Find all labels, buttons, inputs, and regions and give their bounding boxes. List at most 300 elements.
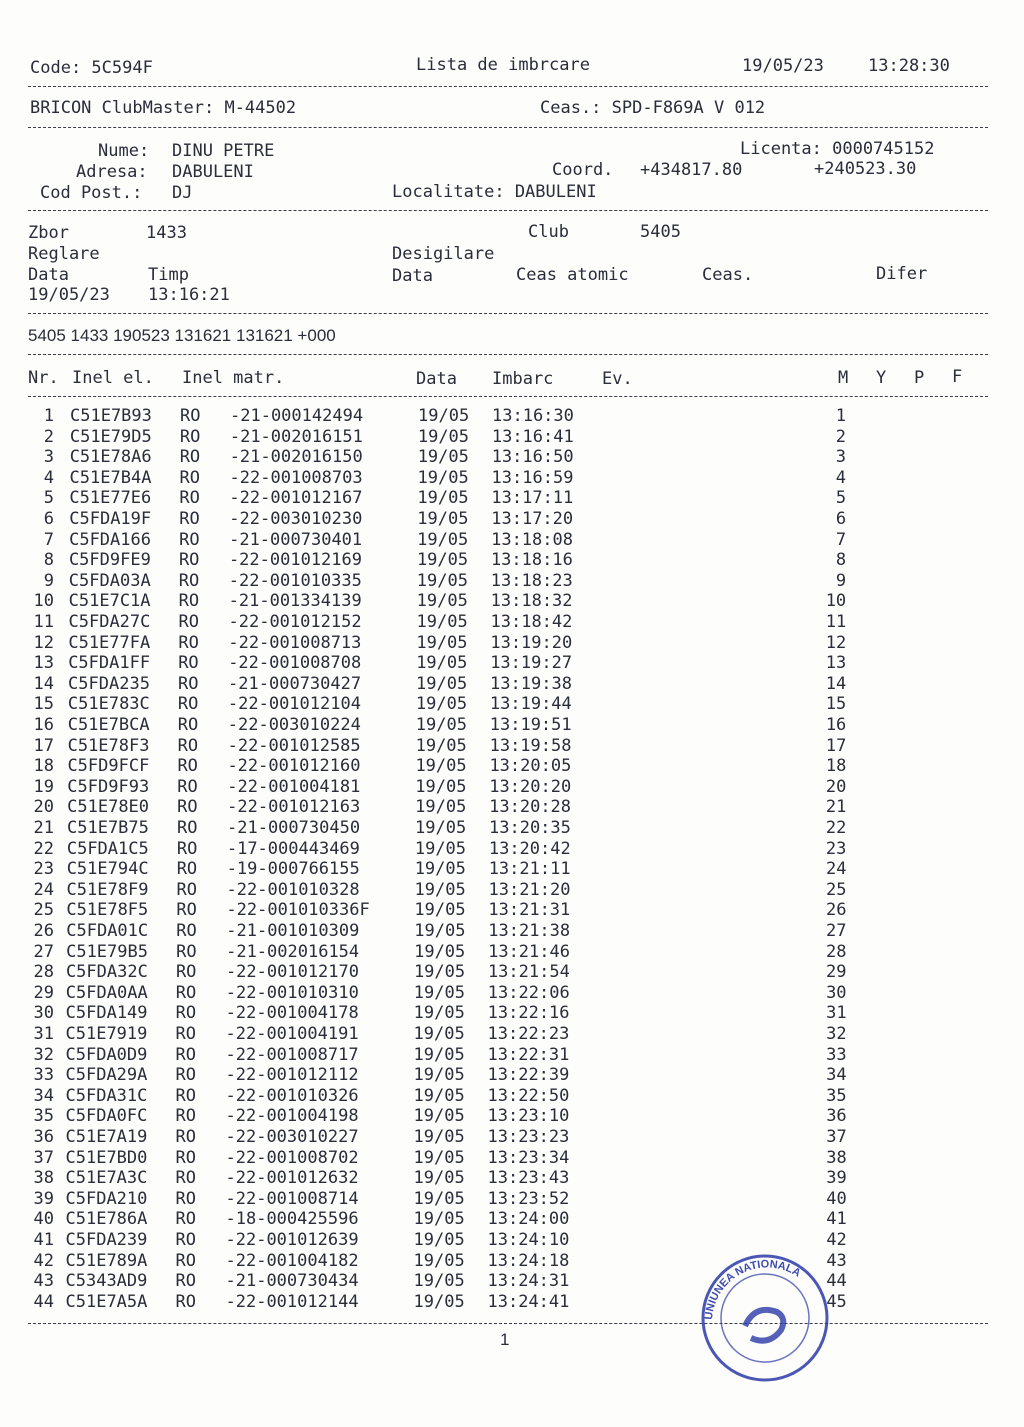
electronic-ring: C51E78A6 [69,447,152,468]
row-number: 43 [33,1271,54,1292]
mark-m: 31 [826,1003,847,1024]
mark-m: 14 [825,673,847,694]
setting-date: 19/05/23 [28,285,110,305]
mark-m: 12 [825,632,847,653]
row-number: 17 [33,735,54,756]
table-row [0,1148,900,1168]
country-code: RO [175,1188,196,1209]
country-code: RO [179,509,200,529]
country-code: RO [176,941,197,962]
club-number: 5405 [640,222,681,242]
ring-registration: -22-001008717 [225,1044,359,1065]
ring-registration: -21-002016151 [229,426,363,447]
boarding-time: 13:19:20 [490,632,573,653]
table-row [0,1024,900,1044]
ring-registration: -22-001008702 [225,1147,359,1168]
table-row [0,1168,900,1188]
table-row [0,468,900,488]
mark-m: 16 [825,715,847,735]
boarding-time: 13:22:50 [487,1085,570,1106]
table-row [0,1106,900,1126]
ring-registration: -22-001004181 [227,776,361,797]
ring-registration: -22-001010335 [228,570,362,591]
boarding-date: 19/05 [417,529,469,550]
summary-code-line: 5405 1433 190523 131621 131621 +000 [28,326,336,345]
electronic-ring: C51E786A [65,1209,148,1230]
electronic-ring: C51E7BCA [67,715,150,735]
table-row [0,900,900,920]
row-number: 44 [33,1291,54,1312]
ring-registration: -22-001012632 [225,1168,359,1189]
table-row [0,818,900,838]
country-code: RO [175,1271,196,1292]
country-code: RO [177,776,198,797]
boarding-time: 13:23:43 [487,1168,570,1189]
boarding-date: 19/05 [413,1250,465,1271]
country-code: RO [175,1209,196,1230]
boarding-date: 19/05 [413,1209,465,1230]
electronic-ring: C51E794C [66,859,149,880]
name-label: Nume: [98,141,150,161]
ring-registration: -19-000766155 [226,859,360,880]
country-code: RO [176,900,197,921]
electronic-ring: C51E78E0 [67,797,150,818]
country-code: RO [175,1044,196,1065]
table-row [0,859,900,879]
col-header-p: P [914,368,925,388]
mark-m: 36 [826,1106,847,1127]
mark-m: 26 [825,900,847,921]
table-row [0,488,900,508]
ring-registration: -22-001008708 [228,653,362,674]
boarding-time: 13:22:23 [487,1024,570,1044]
setting-label: Reglare [28,244,100,264]
boarding-date: 19/05 [416,570,468,591]
country-code: RO [178,632,199,653]
electronic-ring: C5FDA0FC [65,1106,148,1127]
boarding-time: 13:16:30 [492,406,574,426]
setting-time: 13:16:21 [148,285,230,305]
electronic-ring: C51E7A19 [65,1127,148,1147]
electronic-ring: C51E7A5A [65,1291,148,1312]
row-number: 36 [33,1127,54,1147]
mark-m: 45 [826,1291,847,1312]
boarding-time: 13:19:38 [490,673,572,694]
ring-registration: -22-001012170 [225,962,359,983]
code-label: Code: 5C594F [30,58,153,78]
ring-registration: -22-001012104 [227,694,361,715]
boarding-date: 19/05 [415,715,467,735]
electronic-ring: C5FDA210 [65,1188,148,1209]
atomic-clock-label: Ceas atomic [516,265,629,285]
ring-registration: -22-001012639 [225,1230,359,1250]
mark-m: 33 [826,1044,847,1065]
boarding-date: 19/05 [415,694,468,715]
mark-m: 40 [826,1188,847,1209]
boarding-date: 19/05 [417,447,469,468]
row-number: 19 [33,776,54,797]
boarding-date: 19/05 [413,1147,465,1168]
boarding-date: 19/05 [414,941,466,962]
country-code: RO [177,756,198,777]
row-number: 16 [33,715,54,735]
electronic-ring: C51E7919 [65,1024,148,1044]
row-number: 15 [33,694,54,715]
country-code: RO [177,735,199,756]
ring-registration: -21-000730450 [227,818,361,838]
boarding-date: 19/05 [413,1044,465,1065]
country-code: RO [178,591,200,612]
ring-registration: -21-002016150 [229,447,363,468]
row-number: 2 [43,426,54,447]
owner-name: DINU PETRE [172,141,275,161]
electronic-ring: C5FDA1C5 [66,838,149,859]
boarding-date: 19/05 [417,509,469,529]
electronic-ring: C5FDA235 [68,673,150,694]
boarding-time: 13:23:34 [487,1147,570,1168]
table-row [0,447,900,467]
electronic-ring: C51E77FA [68,632,151,653]
table-row [0,612,900,632]
mark-m: 13 [825,653,847,674]
mark-m: 32 [826,1024,847,1044]
boarding-date: 19/05 [413,1024,465,1044]
electronic-ring: C5FDA03A [68,570,151,591]
club-stamp [690,1240,840,1390]
row-number: 28 [33,962,54,983]
clubmaster-id: BRICON ClubMaster: M-44502 [30,98,297,118]
electronic-ring: C5FD9FCF [67,756,150,777]
row-number: 6 [43,509,54,529]
table-row [0,921,900,941]
boarding-date: 19/05 [413,962,466,983]
row-number: 27 [33,941,54,962]
print-date: 19/05/23 [742,56,824,76]
mark-m: 23 [825,838,847,859]
mark-m: 38 [826,1147,847,1168]
boarding-date: 19/05 [416,653,468,674]
ring-registration: -18-000425596 [225,1209,359,1230]
country-code: RO [178,550,200,571]
boarding-date: 19/05 [413,1003,465,1024]
ring-registration: -22-001004178 [225,1003,359,1024]
boarding-date: 19/05 [416,612,468,632]
mark-m: 2 [835,426,847,447]
boarding-date: 19/05 [416,550,469,571]
mark-m: 1 [835,406,846,426]
mark-m: 30 [826,982,847,1003]
boarding-time: 13:16:59 [491,467,574,488]
row-number: 4 [43,467,54,488]
boarding-time: 13:22:06 [487,982,570,1003]
mark-m: 11 [825,612,847,632]
country-code: RO [179,447,201,468]
boarding-time: 13:21:11 [488,859,571,880]
boarding-date: 19/05 [413,1230,465,1250]
table-row [0,736,900,756]
boarding-date: 19/05 [416,591,468,612]
boarding-time: 13:24:18 [487,1250,570,1271]
boarding-date: 19/05 [413,1085,465,1106]
row-number: 41 [33,1230,54,1250]
boarding-time: 13:23:52 [487,1188,570,1209]
ring-registration: -22-001012160 [227,756,361,777]
electronic-ring: C5FD9FE9 [68,550,151,571]
ring-registration: -22-001004191 [225,1024,359,1044]
boarding-time: 13:18:16 [490,550,573,571]
boarding-time: 13:18:23 [490,570,573,591]
boarding-time: 13:20:42 [488,838,571,859]
country-code: RO [177,715,199,735]
row-number: 7 [43,529,54,550]
mark-m: 27 [826,921,847,941]
country-code: RO [175,962,197,983]
table-row [0,983,900,1003]
divider [28,396,988,397]
postcode: DJ [172,183,193,203]
col-header-nr: Nr. [28,368,59,388]
col-header-data: Data [416,369,457,389]
boarding-time: 13:21:54 [487,962,570,983]
ring-registration: -21-001010309 [226,921,360,941]
boarding-date: 19/05 [416,632,468,653]
ring-registration: -22-001008703 [229,467,363,488]
row-number: 25 [33,900,54,921]
table-row [0,674,900,694]
country-code: RO [179,529,200,550]
country-code: RO [176,838,198,859]
boarding-time: 13:21:38 [488,921,571,941]
ring-registration: -22-003010224 [227,715,361,735]
boarding-date: 19/05 [413,1065,465,1086]
mark-m: 35 [826,1085,847,1106]
country-code: RO [175,1147,196,1168]
date-label: Data [28,265,69,285]
table-row [0,550,900,570]
boarding-date: 19/05 [414,838,467,859]
flight-number: 1433 [146,223,187,243]
table-row [0,777,900,797]
flight-label: Zbor [28,223,69,243]
table-row [0,715,900,735]
boarding-date: 19/05 [416,673,468,694]
boarding-date: 19/05 [413,1271,465,1292]
ring-registration: -21-000730427 [228,673,362,694]
boarding-time: 13:20:05 [489,756,572,777]
row-number: 33 [33,1065,54,1086]
divider [28,354,988,355]
ring-registration: -22-001012169 [228,550,362,571]
boarding-time: 13:22:39 [487,1065,570,1086]
boarding-time: 13:20:35 [489,818,571,838]
ring-registration: -22-001004182 [225,1250,359,1271]
electronic-ring: C5FDA149 [65,1003,148,1024]
page-number: 1 [500,1330,510,1349]
row-number: 13 [33,653,54,674]
electronic-ring: C5FDA19F [69,509,152,529]
table-row [0,1189,900,1209]
mark-m: 4 [835,467,847,488]
boarding-time: 13:20:20 [489,776,572,797]
boarding-date: 19/05 [413,982,465,1003]
coord-longitude: +240523.30 [814,159,917,179]
boarding-date: 19/05 [413,1127,465,1147]
boarding-date: 19/05 [414,859,466,880]
electronic-ring: C51E7A3C [65,1168,148,1189]
boarding-date: 19/05 [415,776,467,797]
row-number: 29 [33,982,54,1003]
col-header-y: Y [876,368,887,388]
ring-registration: -22-001010310 [225,982,359,1003]
ring-registration: -22-001010336F [226,900,370,921]
ring-registration: -22-003010230 [229,509,363,529]
coord-label: Coord. [552,160,614,180]
boarding-time: 13:22:31 [487,1044,570,1065]
boarding-time: 13:18:32 [490,591,573,612]
row-number: 21 [33,818,54,838]
table-row [0,1209,900,1229]
country-code: RO [177,694,199,715]
table-row [0,1127,900,1147]
country-code: RO [176,921,197,941]
electronic-ring: C51E7C1A [68,591,151,612]
table-row [0,633,900,653]
ring-registration: -21-002016154 [226,941,360,962]
boarding-time: 13:24:41 [487,1291,570,1312]
ring-registration: -21-001334139 [228,591,362,612]
boarding-time: 13:19:44 [489,694,572,715]
ring-registration: -22-001010326 [225,1085,359,1106]
country-code: RO [175,1065,196,1086]
mark-m: 7 [835,529,847,550]
mark-m: 25 [825,879,847,900]
boarding-time: 13:16:50 [491,447,574,468]
country-code: RO [176,879,198,900]
boarding-time: 13:17:20 [491,509,574,529]
stamp-text: UNIUNEA NATIONALA [702,1258,803,1321]
electronic-ring: C51E783C [67,694,150,715]
postcode-label: Cod Post.: [40,183,143,203]
electronic-ring: C5FDA0D9 [65,1044,148,1065]
mark-m: 20 [825,776,847,797]
country-code: RO [178,653,199,674]
address-label: Adresa: [76,162,148,182]
row-number: 10 [33,591,54,612]
boarding-date: 19/05 [415,735,467,756]
country-code: RO [175,1085,196,1106]
ring-registration: -22-001012112 [225,1065,359,1086]
col-header-imbarc: Imbarc [492,369,554,389]
table-row [0,591,900,611]
mark-m: 9 [835,570,847,591]
country-code: RO [176,859,198,880]
country-code: RO [175,1250,196,1271]
country-code: RO [175,1291,196,1312]
electronic-ring: C51E77E6 [69,488,152,509]
license: Licenta: 0000745152 [740,139,935,159]
table-row [0,942,900,962]
ring-registration: -22-001008713 [228,632,362,653]
row-number: 40 [33,1209,54,1230]
boarding-time: 13:21:46 [488,941,570,962]
club-label: Club [528,222,569,242]
table-row [0,530,900,550]
country-code: RO [175,1127,196,1147]
divider [28,313,988,314]
table-row [0,756,900,776]
table-row [0,406,900,426]
mark-m: 29 [826,962,847,983]
electronic-ring: C5FDA1FF [68,653,151,674]
country-code: RO [179,426,201,447]
electronic-ring: C5FDA239 [65,1230,148,1250]
mark-m: 6 [835,509,847,529]
row-number: 24 [33,879,54,900]
boarding-time: 13:23:23 [487,1127,570,1147]
boarding-date: 19/05 [418,406,470,426]
mark-m: 42 [826,1230,847,1250]
col-header-f: F [952,367,963,387]
country-code: RO [178,570,200,591]
ring-registration: -22-001012163 [227,797,361,818]
difference-label: Difer [876,264,928,284]
table-row [0,1003,900,1023]
ring-registration: -21-000142494 [230,406,364,426]
country-code: RO [175,1003,197,1024]
row-number: 26 [33,921,54,941]
ring-registration: -17-000443469 [226,838,360,859]
boarding-time: 13:22:16 [487,1003,570,1024]
unseal-date-label: Data [392,266,433,286]
mark-m: 17 [825,735,847,756]
boarding-date: 19/05 [415,797,467,818]
country-code: RO [177,818,198,838]
row-number: 1 [43,406,54,426]
ring-registration: -21-000730401 [229,529,363,550]
boarding-date: 19/05 [414,921,466,941]
row-number: 23 [33,859,54,880]
boarding-time: 13:21:20 [488,879,571,900]
country-code: RO [179,467,201,488]
boarding-date: 19/05 [414,900,466,921]
electronic-ring: C5343AD9 [65,1271,148,1292]
mark-m: 3 [835,447,847,468]
row-number: 37 [33,1147,54,1168]
boarding-date: 19/05 [414,879,466,900]
mark-m: 37 [826,1127,847,1147]
row-number: 35 [33,1106,54,1127]
boarding-time: 13:19:27 [490,653,573,674]
divider [28,127,988,128]
country-code: RO [177,797,198,818]
mark-m: 34 [826,1065,847,1086]
boarding-time: 13:20:28 [489,797,572,818]
electronic-ring: C51E7B4A [69,467,152,488]
owner-address: DABULENI [172,162,254,182]
document-title: Lista de imbrcare [416,55,590,75]
boarding-time: 13:19:51 [489,715,572,735]
ring-registration: -21-000730434 [225,1271,359,1292]
boarding-time: 13:23:10 [487,1106,570,1127]
table-row [0,1045,900,1065]
row-number: 20 [33,797,54,818]
electronic-ring: C5FDA0AA [65,982,148,1003]
col-header-inel-el: Inel el. [72,368,154,388]
table-row [0,880,900,900]
electronic-ring: C5FD9F93 [67,776,150,797]
divider [28,86,988,87]
mark-m: 5 [835,488,847,509]
